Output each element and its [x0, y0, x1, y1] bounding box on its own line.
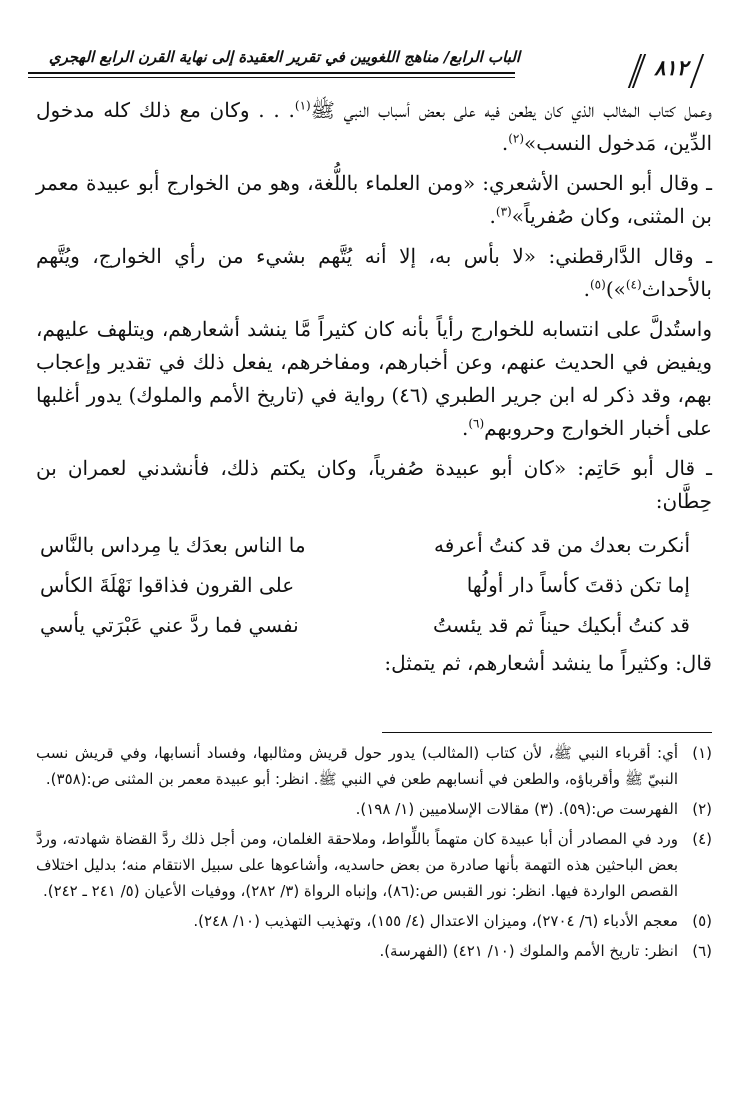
footnotes	[36, 740, 712, 968]
footnote	[36, 908, 712, 934]
paragraph	[36, 313, 712, 445]
footnote-number: (٦)	[692, 942, 712, 960]
footnote-ref: (٦)	[468, 416, 485, 431]
footnote-ref: (٢)	[508, 131, 525, 146]
text-span: .	[489, 204, 496, 228]
poem-line	[36, 525, 712, 565]
text-span: ـ وقال الدَّارقطني: «لا بأس به، إلا أنه يُتَّهم بشيء من رأي الخوارج، ويُتَّهم بالأحداث	[36, 244, 712, 301]
chapter-title: الباب الرابع/ مناهج اللغويين في تقرير العقيدة إلى نهاية القرن الرابع الهجري	[48, 48, 520, 66]
text-span: .	[583, 277, 590, 301]
footnote-number: (٢)	[692, 800, 712, 818]
footnote-text: ورد في المصادر أن أبا عبيدة كان متهماً باللِّواط، وملاحقة الغلمان، ومن أجل ذلك ردَّ القضاة شهادته، وردَّ بعض الباحثين هذه التهمة بأنها صادرة من بعض حاسديه، وأشاعوها على سبيل الانتقام منه؛ بدليل اختلاف القصص الواردة فيها. انظر: نور القبس ص:(٨٦)، وإنباه الرواة (٣/ ٢٨٢)، ووفيات الأعيان (٥/ ٢٤١ ـ ٢٤٢).	[36, 830, 678, 900]
paragraph: قال: وكثيراً ما ينشد أشعارهم، ثم يتمثل:	[384, 651, 712, 675]
footnote-number: (٥)	[692, 912, 712, 930]
footnote-text: انظر: تاريخ الأمم والملوك (١٠/ ٤٢١) (الفهرسة).	[379, 942, 678, 960]
footnote-text: معجم الأدباء (٦/ ٢٧٠٤)، وميزان الاعتدال (٤/ ١٥٥)، وتهذيب التهذيب (١٠/ ٢٤٨).	[193, 912, 678, 930]
text-span: .	[461, 416, 469, 440]
text-span: وعمل كتاب المثالب الذي كان يطعن فيه على بعض أسباب النبي ﷺ	[310, 98, 712, 122]
footnote	[36, 796, 712, 822]
footnote-number: (٤)	[692, 830, 712, 848]
text-span: . . . وكان مع ذلك كله مدخول الدِّين، مَدخول النسب»	[36, 98, 712, 155]
poem-line	[36, 605, 712, 645]
footnote-ref: (٤)	[625, 277, 642, 292]
poem-second-hemistich: على القرون فذاقوا نَهْلَةَ الكأس	[40, 573, 295, 597]
paragraph: ـ قال أبو حَاتِم: «كان أبو عبيدة صُفرياً، وكان يكتم ذلك، فأنشدني لعمران بن حِطَّان:	[36, 456, 713, 513]
footnote-number: (١)	[692, 744, 712, 762]
poem-line	[36, 565, 712, 605]
footnote-ref: (٣)	[495, 204, 512, 219]
poem-first-hemistich: أنكرت بعدك من قد كنتُ أعرفه	[433, 533, 690, 557]
footnote	[36, 938, 712, 964]
poem-second-hemistich: نفسي فما ردَّ عني عَبْرَتي يأسي	[40, 613, 299, 637]
text-span: »)	[605, 277, 626, 301]
paragraph	[36, 240, 712, 306]
main-text	[36, 94, 712, 687]
paragraph	[36, 94, 712, 160]
poem-second-hemistich: ما الناس بعدَك يا مِرداس بالنَّاس	[40, 533, 306, 557]
footnote-ref: (١)	[294, 98, 311, 113]
paragraph	[36, 167, 712, 233]
footnote-ref: (٥)	[589, 277, 606, 292]
header-rule-thin	[28, 77, 515, 78]
footnote	[36, 826, 712, 904]
text-span: ـ وقال أبو الحسن الأشعري: «ومن العلماء باللُّغة، وهو من الخوارج أبو عبيدة معمر بن المثنى، وكان صُفرياً»	[36, 171, 712, 228]
footnote-text: أي: أقرباء النبي ﷺ، لأن كتاب (المثالب) يدور حول قريش ومثالبها، وفساد أنسابها، وفي قريش نسب النبيّ ﷺ وأقرباؤه، والطعن في أنسابهم طعن في النبي ﷺ. انظر: أبو عبيدة معمر بن المثنى ص:(٣٥٨).	[36, 744, 678, 788]
text-span: .	[501, 131, 509, 155]
page-header	[28, 44, 720, 86]
text-span: واستُدلَّ على انتسابه للخوارج رأياً بأنه كان كثيراً مَّا ينشد أشعارهم، ويتلهف عليهم، ويفيض في الحديث عنهم، وعن أخبارهم، ومفاخرهم، يفعل ذلك في تقدير وإعجاب بهم، وقد ذكر له ابن جرير الطبري (٤٦) رواية في (تاريخ الأمم والملوك) يدور أغلبها على أخبار الخوارج وحروبهم	[36, 317, 713, 440]
header-rule	[28, 72, 515, 74]
footnote-text: الفهرست ص:(٥٩). (٣) مقالات الإسلاميين (١/ ١٩٨).	[355, 800, 678, 818]
footnote	[36, 740, 712, 792]
page-number: ٨١٢	[654, 56, 688, 80]
poem-first-hemistich: قد كنتُ أبكيك حيناً ثم قد يئستُ	[432, 613, 690, 637]
poem	[36, 525, 712, 645]
footnote-separator	[382, 732, 712, 733]
slash-ornament	[690, 54, 704, 88]
page-number-box	[630, 54, 702, 88]
poem-first-hemistich: إما تكن ذقتَ كأساً دار أولُها	[466, 573, 690, 597]
